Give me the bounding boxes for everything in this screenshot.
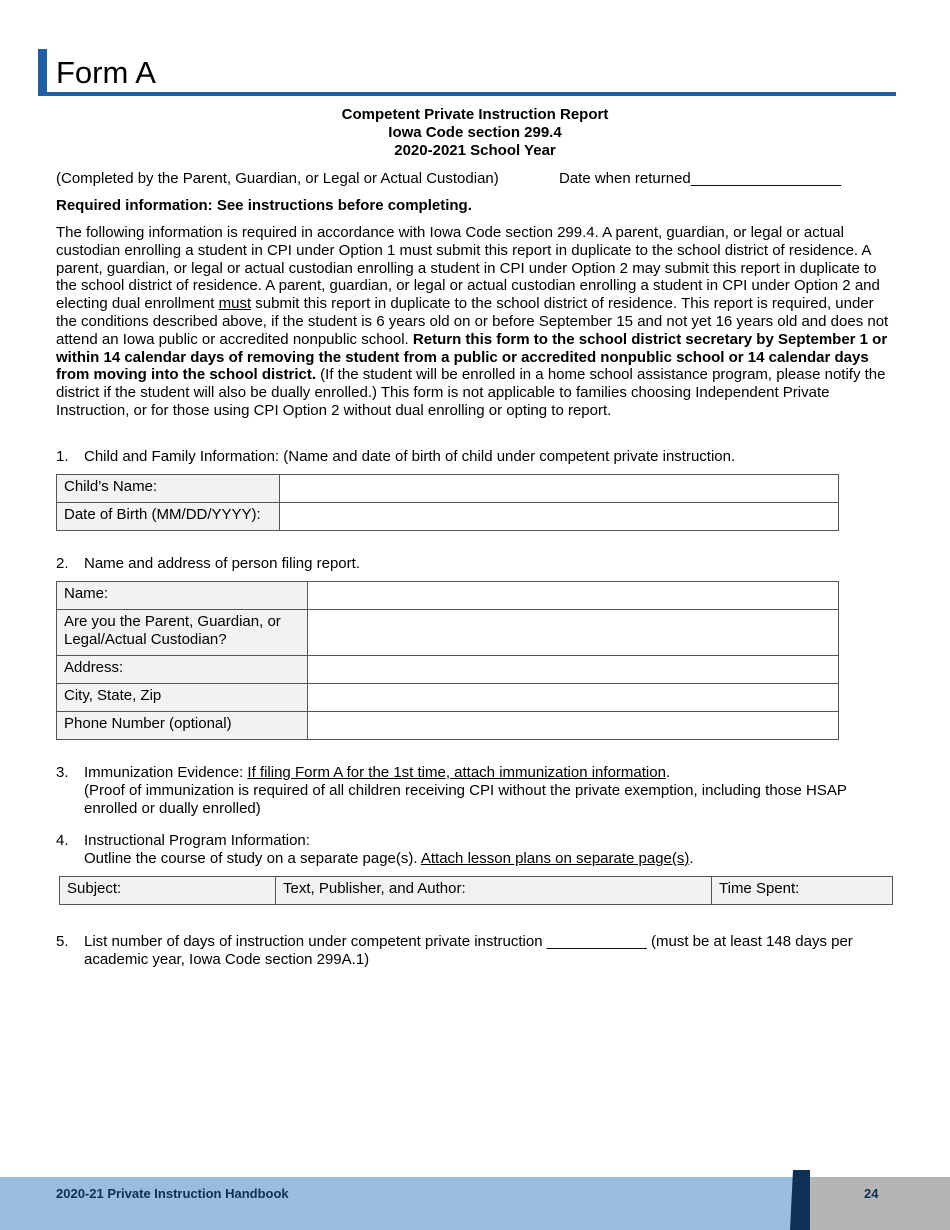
- intro-must: must: [218, 295, 252, 313]
- address-field[interactable]: [308, 656, 839, 684]
- text-publisher-author-column: Text, Publisher, and Author:: [276, 877, 712, 905]
- footer-accent-tab: [790, 1170, 810, 1230]
- child-info-table: [56, 474, 839, 531]
- section-4-text: Outline the course of study on a separate page(s).: [84, 850, 421, 867]
- relationship-label: Are you the Parent, Guardian, or Legal/Actual Custodian?: [57, 610, 308, 656]
- filer-name-label: Name:: [57, 582, 308, 610]
- footer-handbook-title: 2020-21 Private Instruction Handbook: [56, 1186, 289, 1201]
- page-number: 24: [864, 1186, 879, 1201]
- section-5-text: List number of days of instruction under competent private instruction ____________ (must be at least 148 days per academic year, Iowa Code section 299A.1): [84, 933, 853, 968]
- section-1-number: 1.: [56, 448, 69, 465]
- code-section: Iowa Code section 299.4: [388, 124, 562, 141]
- table-row: [57, 712, 839, 740]
- table-row: [60, 877, 893, 905]
- date-returned-field[interactable]: Date when returned__________________: [559, 170, 841, 187]
- page-title: Form A: [56, 55, 156, 90]
- title-accent-bar: [38, 49, 47, 95]
- section-1-text: Child and Family Information: (Name and date of birth of child under competent private instruction.: [84, 448, 736, 465]
- section-3: [56, 764, 892, 818]
- report-title: Competent Private Instruction Report: [341, 106, 609, 123]
- lesson-plans-instruction: Attach lesson plans on separate page(s): [420, 850, 690, 867]
- instruction-table: [59, 876, 893, 905]
- city-state-zip-label: City, State, Zip: [57, 684, 308, 712]
- title-rule: [38, 92, 896, 96]
- table-row: [57, 503, 839, 531]
- section-2-text: Name and address of person filing report.: [84, 555, 360, 572]
- address-label: Address:: [57, 656, 308, 684]
- section-3-body: [84, 764, 892, 818]
- section-3-number: 3.: [56, 764, 69, 781]
- intro-return-instruction: Return this form to the school district secretary by September 1 or within 14 calendar days of removing the student from a public or accredited nonpublic school or 14 calendar days from moving into the school district.: [56, 330, 888, 384]
- relationship-field[interactable]: [308, 610, 839, 656]
- completed-by-note: (Completed by the Parent, Guardian, or Legal or Actual Custodian): [56, 170, 499, 187]
- intro-text-1: The following information is required in accordance with Iowa Code section 299.4. A parent, guardian, or legal or actual custodian enrolling a student in CPI under Option 1 must submit this report in duplicate to the school district of residence. A parent, guardian, or legal or actual custodian enrolling a student in CPI under Option 2 may submit this report in duplicate to the school district of residence. A parent, guardian, or legal or actual custodian enrolling a student in CPI under Option 2 and electing dual enrollment: [56, 224, 880, 313]
- table-row: [57, 475, 839, 503]
- filer-info-table: [56, 581, 839, 740]
- subject-column: Subject:: [60, 877, 276, 905]
- intro-paragraph: [56, 224, 892, 420]
- table-row: [57, 684, 839, 712]
- section-4-end: .: [689, 850, 694, 867]
- filer-name-field[interactable]: [308, 582, 839, 610]
- immunization-instruction: If filing Form A for the 1st time, attach immunization information: [247, 764, 666, 781]
- immunization-note: (Proof of immunization is required of all children receiving CPI without the private exemption, including those HSAP enrolled or dually enrolled): [84, 782, 847, 817]
- table-row: [57, 656, 839, 684]
- intro-text-2: submit this report in duplicate to the school district of residence. This report is required, under the conditions described above, if the student is 6 years old on or before September 15 and not yet 16 years old and does not attend an Iowa public or accredited nonpublic school.: [56, 295, 889, 348]
- required-info-heading: Required information: See instructions before completing.: [56, 197, 472, 214]
- table-row: [57, 610, 839, 656]
- section-5-number: 5.: [56, 933, 69, 950]
- phone-field[interactable]: [308, 712, 839, 740]
- dob-label: Date of Birth (MM/DD/YYYY):: [57, 503, 280, 531]
- intro-text-3: (If the student will be enrolled in a home school assistance program, please notify the district if the student will also be dually enrolled.) This form is not applicable to families choosing Independent Private Instruction, or for those using CPI Option 2 without dual enrolling or opting to report.: [56, 366, 886, 419]
- time-spent-column: Time Spent:: [712, 877, 893, 905]
- table-row: [57, 582, 839, 610]
- section-4-body: [84, 832, 892, 868]
- city-state-zip-field[interactable]: [308, 684, 839, 712]
- school-year: 2020-2021 School Year: [394, 142, 556, 159]
- section-3-end: .: [665, 764, 671, 781]
- section-4: [56, 832, 892, 868]
- section-4-title: Instructional Program Information:: [84, 832, 310, 849]
- child-name-field[interactable]: [280, 475, 839, 503]
- section-3-lead: Immunization Evidence:: [84, 764, 248, 781]
- section-5: [56, 933, 892, 969]
- section-2-number: 2.: [56, 555, 69, 572]
- phone-label: Phone Number (optional): [57, 712, 308, 740]
- section-4-number: 4.: [56, 832, 69, 849]
- child-name-label: Child’s Name:: [57, 475, 280, 503]
- dob-field[interactable]: [280, 503, 839, 531]
